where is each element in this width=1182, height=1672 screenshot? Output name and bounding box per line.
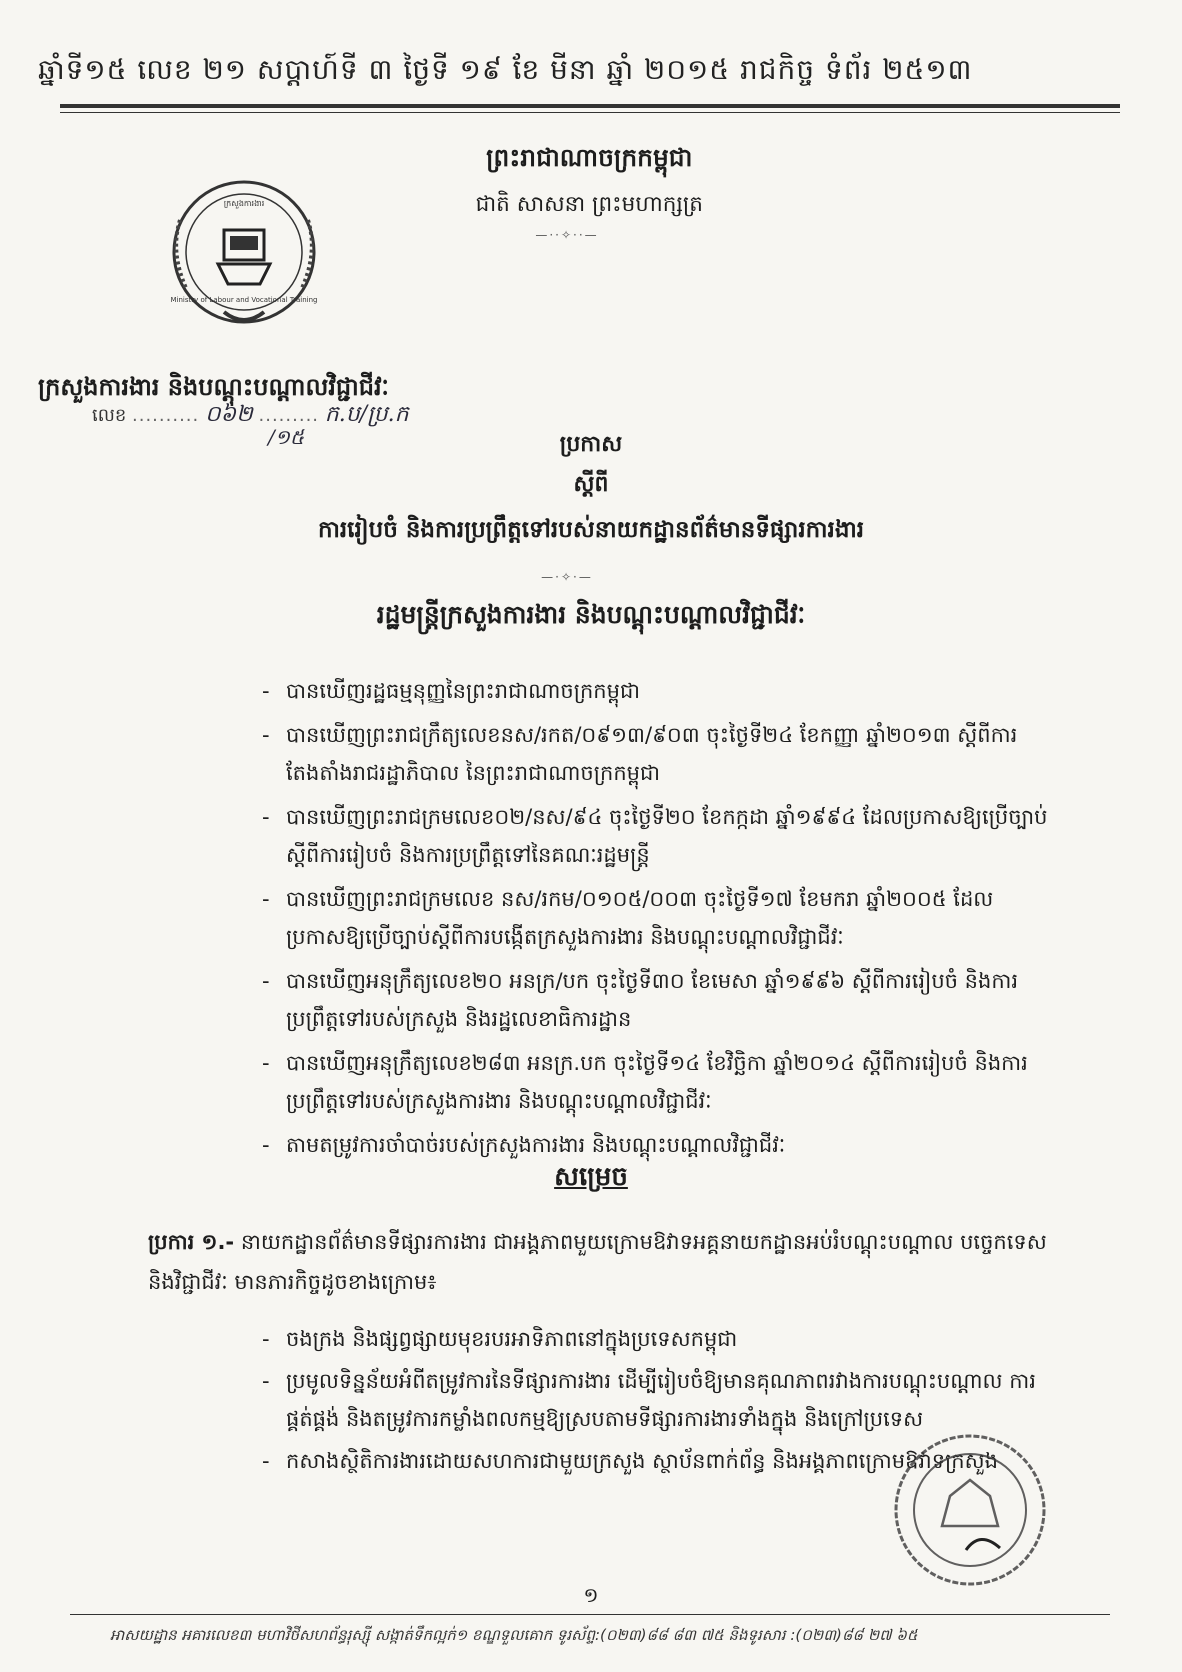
article-1-label: ប្រការ ១.-	[148, 1230, 235, 1254]
reference-handwritten-year: /១៥	[268, 425, 305, 449]
gazette-header: ឆ្នាំទី១៥ លេខ ២១ សប្តាហ៍ទី ៣ ថ្ងៃទី ១៩ ខែ មីនា ឆ្នាំ ២០១៥ រាជកិច្ច ទំព័រ ២៥១៣	[38, 53, 973, 86]
decision-heading: សម្រេច	[554, 1162, 628, 1192]
header-rule-thin	[60, 112, 1120, 113]
svg-text:Ministry of Labour and Vocatio: Ministry of Labour and Vocational Training	[170, 296, 318, 304]
kingdom-motto: ជាតិ សាសនា ព្រះមហាក្សត្រ	[475, 191, 704, 217]
preamble-item: - បានឃើញអនុក្រឹត្យលេខ២៨៣ អនក្រ.បក ចុះថ្ងៃទី១៤ ខែវិច្ឆិកា ឆ្នាំ២០១៤ ស្តីពីការរៀបចំ និងការប្រព្រឹត្តទៅរបស់ក្រសួងការងារ និងបណ្តុះបណ្តាលវិជ្ជាជីវៈ	[262, 1044, 1062, 1120]
reference-suffix: ក.ប/ប្រ.ក	[324, 402, 409, 427]
footer-address: អាសយដ្ឋាន អគារលេខ៣ មហាវិថីសហព័ន្ធរុស្ស៊ី សង្កាត់ទឹកល្អក់១ ខណ្ឌទួលគោក ទូរស័ព្ទ:(០២៣)៨៨ ៨៣ ៧៥ និងទូរសារ :(០២៣)៨៨ ២៧ ៦៥	[110, 1626, 918, 1644]
ministry-name: ក្រសួងការងារ និងបណ្តុះបណ្តាលវិជ្ជាជីវៈ	[38, 373, 389, 401]
official-stamp-icon	[890, 1430, 1050, 1590]
footer-rule	[70, 1614, 1110, 1615]
reference-label: លេខ	[92, 405, 127, 426]
preamble-item: - តាមតម្រូវការចាំបាច់របស់ក្រសួងការងារ និងបណ្តុះបណ្តាលវិជ្ជាជីវៈ	[262, 1126, 1062, 1164]
document-type: ប្រកាស	[559, 432, 623, 457]
motto-divider-ornament: —··✧··—	[535, 228, 599, 242]
task-item: - កសាងស្ថិតិការងារដោយសហការជាមួយក្រសួង ស្ថាប័នពាក់ព័ន្ធ និងអង្គភាពក្រោមឱវាទក្រសួង	[262, 1442, 1062, 1480]
preamble-item: - បានឃើញអនុក្រឹត្យលេខ២០ អនក្រ/បក ចុះថ្ងៃទី៣០ ខែមេសា ឆ្នាំ១៩៩៦ ស្តីពីការរៀបចំ និងការប្រព្រឹត្តទៅរបស់ក្រសួង និងរដ្ឋលេខាធិការដ្ឋាន	[262, 962, 1062, 1038]
header-rule-thick	[60, 104, 1120, 108]
preamble-item: - បានឃើញព្រះរាជក្រមលេខ០២/នស/៩៤ ចុះថ្ងៃទី២០ ខែកក្កដា ឆ្នាំ១៩៩៤ ដែលប្រកាសឱ្យប្រើច្បាប់ស្តីពីការរៀបចំ និងការប្រព្រឹត្តទៅនៃគណៈរដ្ឋមន្ត្រី	[262, 798, 1062, 874]
document-subject: ការរៀបចំ និងការប្រព្រឹត្តទៅរបស់នាយកដ្ឋានព័ត៌មានទីផ្សារការងារ	[317, 517, 865, 543]
kingdom-title: ព្រះរាជាណាចក្រកម្ពុជា	[486, 143, 693, 173]
article-1	[148, 1222, 1048, 1302]
reference-number: ០៦២	[204, 402, 253, 427]
preamble-item: - បានឃើញព្រះរាជក្រឹត្យលេខនស/រកត/០៩១៣/៩០៣ ចុះថ្ងៃទី២៤ ខែកញ្ញា ឆ្នាំ២០១៣ ស្តីពីការតែងតាំងរាជរដ្ឋាភិបាល នៃព្រះរាជាណាចក្រកម្ពុជា	[262, 716, 1062, 792]
task-item: - ប្រមូលទិន្នន័យអំពីតម្រូវការនៃទីផ្សារការងារ ដើម្បីរៀបចំឱ្យមានគុណភាពរវាងការបណ្តុះបណ្តាល ការផ្គត់ផ្គង់ និងតម្រូវការកម្លាំងពលកម្មឱ្យស្របតាមទីផ្សារការងារទាំងក្នុង និងក្រៅប្រទេស	[262, 1362, 1062, 1438]
ministry-emblem-icon	[160, 172, 328, 338]
preamble-list	[262, 672, 1062, 1170]
preamble-item: - បានឃើញរដ្ឋធម្មនុញ្ញនៃព្រះរាជាណាចក្រកម្ពុជា	[262, 672, 1062, 710]
subject-divider-ornament: —·✧·—	[541, 570, 593, 584]
page-number: ១	[583, 1583, 599, 1607]
document-about: ស្តីពី	[573, 472, 609, 497]
reference-number-line: លេខ .......... ០៦២ ......... ក.ប/ប្រ.ក	[92, 402, 409, 427]
svg-text:ក្រសួងការងារ: ក្រសួងការងារ	[223, 199, 265, 208]
minister-title: រដ្ឋមន្ត្រីក្រសួងការងារ និងបណ្តុះបណ្តាលវិជ្ជាជីវៈ	[376, 600, 806, 629]
article-1-intro: នាយកដ្ឋានព័ត៌មានទីផ្សារការងារ ជាអង្គភាពមួយក្រោមឱវាទអគ្គនាយកដ្ឋានអប់រំបណ្តុះបណ្តាល បច្ចេកទេស និងវិជ្ជាជីវៈ មានភារកិច្ចដូចខាងក្រោម៖	[148, 1230, 1047, 1294]
preamble-item: - បានឃើញព្រះរាជក្រមលេខ នស/រកម/០១០៥/០០៣ ចុះថ្ងៃទី១៧ ខែមករា ឆ្នាំ២០០៥ ដែលប្រកាសឱ្យប្រើច្បាប់ស្តីពីការបង្កើតក្រសួងការងារ និងបណ្តុះបណ្តាលវិជ្ជាជីវៈ	[262, 880, 1062, 956]
task-item: - ចងក្រង និងផ្សព្វផ្សាយមុខរបរអាទិភាពនៅក្នុងប្រទេសកម្ពុជា	[262, 1320, 1062, 1358]
